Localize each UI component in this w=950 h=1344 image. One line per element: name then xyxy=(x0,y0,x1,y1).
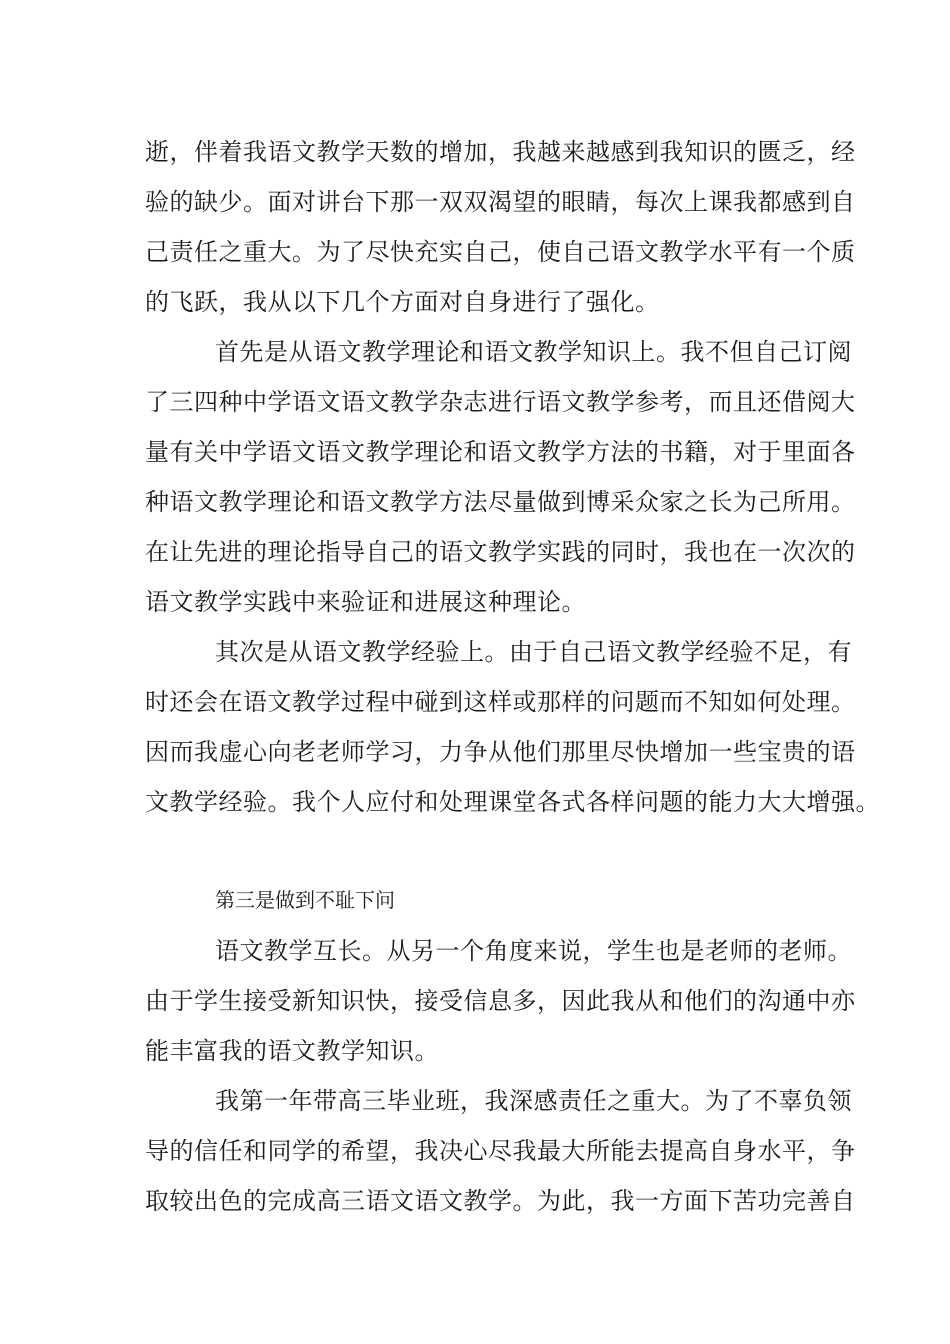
paragraph-5-line-1: 我第一年带高三毕业班，我深感责任之重大。为了不辜负领 xyxy=(215,1087,852,1115)
paragraph-3-line-3: 因而我虚心向老老师学习，力争从他们那里尽快增加一些宝贵的语 xyxy=(145,738,856,766)
paragraph-4-line-2: 由于学生接受新知识快，接受信息多，因此我从和他们的沟通中亦 xyxy=(145,987,856,1015)
paragraph-3-line-1: 其次是从语文教学经验上。由于自己语文教学经验不足，有 xyxy=(215,638,852,666)
paragraph-5-line-2: 导的信任和同学的希望，我决心尽我最大所能去提高自身水平，争 xyxy=(145,1137,856,1165)
paragraph-2-line-4: 种语文教学理论和语文教学方法尽量做到博采众家之长为己所用。 xyxy=(145,488,856,516)
paragraph-5-line-3: 取较出色的完成高三语文语文教学。为此，我一方面下苦功完善自 xyxy=(145,1187,856,1215)
paragraph-3-line-2: 时还会在语文教学过程中碰到这样或那样的问题而不知如何处理。 xyxy=(145,688,856,716)
section-heading: 第三是做到不耻下问 xyxy=(215,888,395,912)
paragraph-2-line-5: 在让先进的理论指导自己的语文教学实践的同时，我也在一次次的 xyxy=(145,538,856,566)
paragraph-2-line-1: 首先是从语文教学理论和语文教学知识上。我不但自己订阅 xyxy=(215,338,852,366)
paragraph-3-line-4: 文教学经验。我个人应付和处理课堂各式各样问题的能力大大增强。 xyxy=(145,788,880,816)
paragraph-4-line-3: 能丰富我的语文教学知识。 xyxy=(145,1037,439,1065)
paragraph-1-line-1: 逝，伴着我语文教学天数的增加，我越来越感到我知识的匮乏，经 xyxy=(145,138,856,166)
paragraph-4-line-1: 语文教学互长。从另一个角度来说，学生也是老师的老师。 xyxy=(215,937,852,965)
paragraph-1-line-4: 的飞跃，我从以下几个方面对自身进行了强化。 xyxy=(145,288,660,316)
paragraph-1-line-2: 验的缺少。面对讲台下那一双双渴望的眼睛，每次上课我都感到自 xyxy=(145,188,856,216)
paragraph-1-line-3: 己责任之重大。为了尽快充实自己，使自己语文教学水平有一个质 xyxy=(145,238,856,266)
paragraph-2-line-2: 了三四种中学语文语文教学杂志进行语文教学参考，而且还借阅大 xyxy=(145,388,856,416)
paragraph-2-line-3: 量有关中学语文语文教学理论和语文教学方法的书籍，对于里面各 xyxy=(145,438,856,466)
paragraph-2-line-6: 语文教学实践中来验证和进展这种理论。 xyxy=(145,588,586,616)
